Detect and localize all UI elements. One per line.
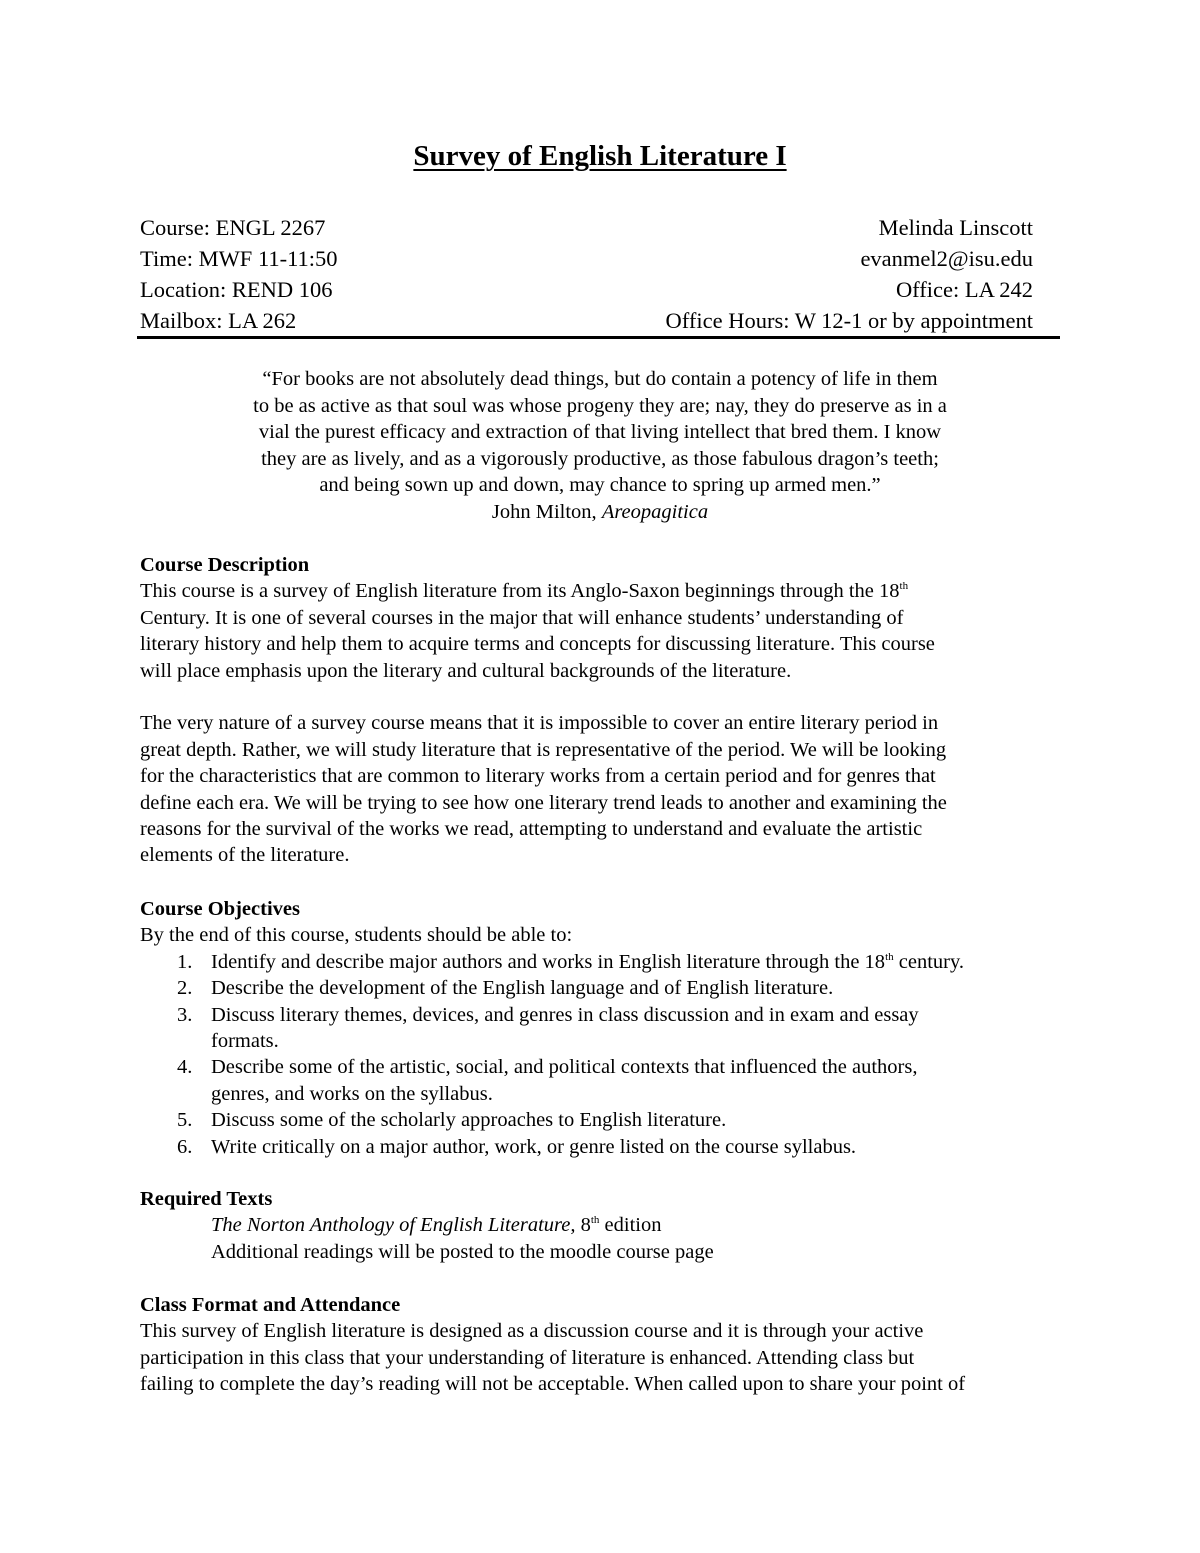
list-number: 6.	[177, 1135, 193, 1158]
superscript: th	[899, 580, 909, 593]
paragraph-line: define each era. We will be trying to see how one literary trend leads to another and examining the	[140, 791, 947, 814]
quote-line: and being sown up and down, may chance to spring up armed men.”	[319, 474, 881, 496]
paragraph-line	[140, 578, 1070, 604]
list-item	[140, 1054, 1070, 1107]
list-item-text: formats.	[211, 1030, 279, 1053]
class-format-section	[140, 1292, 1070, 1398]
list-item	[140, 1107, 1070, 1133]
list-item-text: Discuss literary themes, devices, and genres in class discussion and in exam and essay	[211, 1003, 919, 1026]
paragraph-line: will place emphasis upon the literary and cultural backgrounds of the literature.	[140, 659, 792, 682]
objectives-list	[140, 949, 1070, 1160]
list-item	[140, 975, 1070, 1001]
paragraph-line: failing to complete the day’s reading will not be acceptable. When called upon to share your point of	[140, 1373, 966, 1396]
section-heading: Required Texts	[140, 1188, 273, 1210]
edition-number: 8	[575, 1214, 591, 1237]
quote-line: they are as lively, and as a vigorously productive, as those fabulous dragon’s teeth;	[261, 447, 939, 470]
list-number: 5.	[177, 1109, 193, 1132]
paragraph-line: This survey of English literature is designed as a discussion course and it is through your active	[140, 1320, 924, 1343]
header-row	[140, 212, 1033, 243]
paragraph-line: elements of the literature.	[140, 844, 350, 867]
paragraph-text: This course is a survey of English literature from its Anglo-Saxon beginnings through the 18	[140, 580, 900, 603]
epigraph-quote	[200, 366, 1000, 525]
mailbox: Mailbox: LA 262	[140, 308, 297, 333]
header-row	[140, 243, 1033, 274]
list-item-line	[211, 949, 1070, 975]
class-time: Time: MWF 11-11:50	[140, 246, 338, 271]
course-description-section	[140, 552, 1070, 869]
paragraph-spacer	[140, 684, 1070, 710]
additional-readings: Additional readings will be posted to the moodle course page	[211, 1240, 714, 1263]
list-number: 4.	[177, 1056, 193, 1079]
course-info-header	[140, 212, 1033, 336]
quote-attribution	[200, 499, 1000, 526]
list-item-text: century.	[893, 950, 965, 973]
superscript: th	[590, 1214, 600, 1227]
list-item	[140, 949, 1070, 975]
list-item-text: Describe the development of the English language and of English literature.	[211, 977, 834, 1000]
paragraph-line: participation in this class that your understanding of literature is enhanced. Attending class but	[140, 1346, 915, 1369]
section-heading: Course Description	[140, 554, 310, 576]
list-item-text: Describe some of the artistic, social, and political contexts that influenced the authors,	[211, 1056, 918, 1079]
paragraph-line: great depth. Rather, we will study literature that is representative of the period. We will be looking	[140, 738, 947, 761]
instructor-email: evanmel2@isu.edu	[860, 246, 1033, 271]
quote-work: Areopagitica	[601, 500, 709, 523]
paragraph-line: literary history and help them to acquire terms and concepts for discussing literature. This course	[140, 633, 935, 656]
required-book	[140, 1212, 1070, 1238]
list-item	[140, 1002, 1070, 1055]
paragraph-line: reasons for the survival of the works we read, attempting to understand and evaluate the artistic	[140, 818, 923, 841]
header-divider	[137, 336, 1060, 339]
quote-author: John Milton,	[491, 500, 602, 523]
class-location: Location: REND 106	[140, 277, 333, 302]
header-row	[140, 274, 1033, 305]
course-code: Course: ENGL 2267	[140, 215, 326, 240]
paragraph-line: Century. It is one of several courses in the major that will enhance students’ understanding of	[140, 606, 904, 629]
section-heading: Course Objectives	[140, 898, 300, 920]
edition-word: edition	[599, 1214, 662, 1237]
objectives-intro: By the end of this course, students should be able to:	[140, 924, 573, 947]
paragraph-line: The very nature of a survey course means that it is impossible to cover an entire literary period in	[140, 712, 939, 735]
list-number: 3.	[177, 1003, 193, 1026]
quote-line: “For books are not absolutely dead things, but do contain a potency of life in them	[262, 368, 938, 390]
list-item-text: Identify and describe major authors and works in English literature through the 18	[211, 950, 886, 973]
required-texts-section	[140, 1186, 1070, 1265]
header-row	[140, 305, 1033, 336]
course-objectives-section	[140, 896, 1070, 1160]
list-item	[140, 1134, 1070, 1160]
office-location: Office: LA 242	[895, 277, 1033, 302]
office-hours: Office Hours: W 12-1 or by appointment	[665, 308, 1033, 333]
section-heading: Class Format and Attendance	[140, 1294, 401, 1316]
list-item-text: genres, and works on the syllabus.	[211, 1082, 493, 1105]
book-title: The Norton Anthology of English Literature,	[211, 1214, 576, 1237]
list-item-text: Discuss some of the scholarly approaches to English literature.	[211, 1109, 727, 1132]
list-item-text: Write critically on a major author, work, or genre listed on the course syllabus.	[211, 1135, 857, 1158]
list-number: 2.	[177, 977, 193, 1000]
instructor-name: Melinda Linscott	[878, 215, 1033, 240]
superscript: th	[885, 950, 894, 963]
paragraph-line: for the characteristics that are common to literary works from a certain period and for genres that	[140, 765, 936, 788]
list-number: 1.	[177, 950, 193, 973]
quote-line: vial the purest efficacy and extraction of that living intellect that bred them. I know	[258, 421, 942, 443]
document-title: Survey of English Literature I	[413, 140, 787, 172]
quote-line: to be as active as that soul was whose progeny they are; nay, they do preserve as in a	[253, 394, 947, 417]
